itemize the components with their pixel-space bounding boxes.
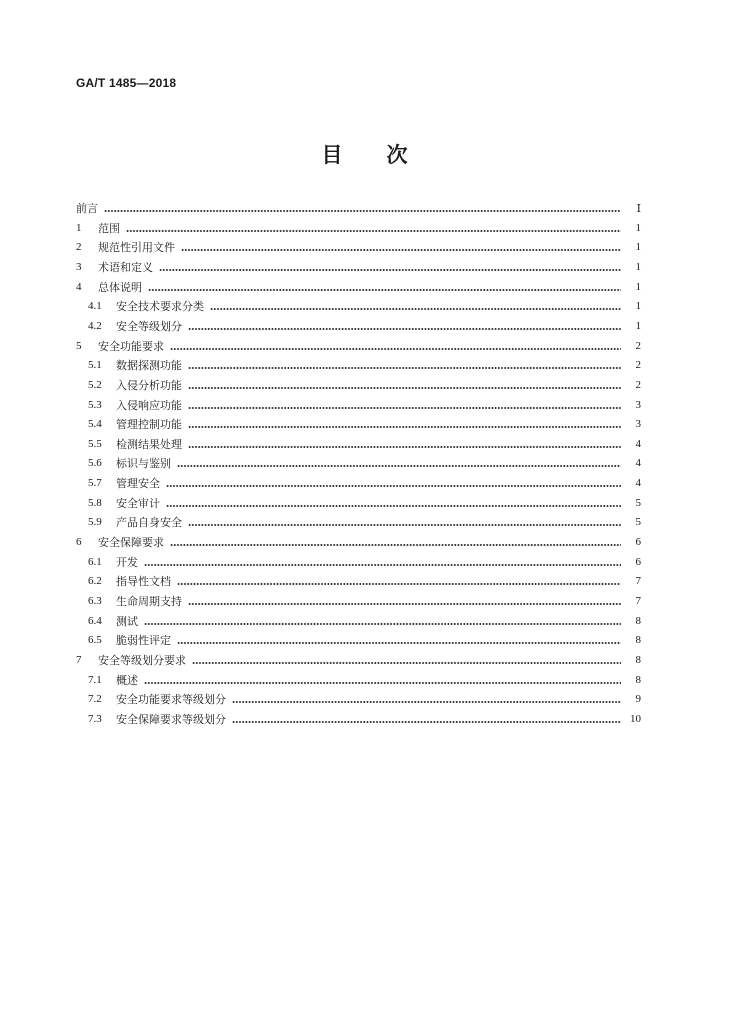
- toc-entry[interactable]: [76, 199, 641, 217]
- dot-leader: [104, 210, 621, 212]
- dot-leader: [210, 308, 621, 310]
- toc-entry-page-number: 7: [635, 575, 641, 588]
- toc-entry-page-number: 8: [635, 673, 641, 686]
- toc-entry-number: 5.8: [88, 496, 102, 509]
- dot-leader: [144, 682, 621, 684]
- toc-entry-number: 6.1: [88, 555, 102, 568]
- toc-entry[interactable]: [88, 631, 641, 649]
- page-title: [0, 139, 729, 169]
- dot-leader: [159, 269, 621, 271]
- toc-entry-number: 3: [76, 260, 82, 273]
- dot-leader: [232, 721, 621, 723]
- toc-entry-number: 5.5: [88, 437, 102, 450]
- toc-entry[interactable]: [88, 612, 641, 630]
- dot-leader: [144, 564, 621, 566]
- toc-entry-label: 安全技术要求分类: [116, 300, 204, 314]
- toc-entry-label: 生命周期支持: [116, 595, 182, 608]
- toc-entry-number: 6: [76, 536, 82, 549]
- toc-entry-label: 管理安全: [116, 477, 160, 491]
- toc-entry-number: 4.2: [88, 319, 102, 332]
- toc-entry-label: 安全审计: [116, 496, 160, 510]
- toc-entry-page-number: 9: [635, 693, 641, 706]
- toc-entry-number: 2: [76, 241, 82, 254]
- toc-entry[interactable]: [88, 396, 641, 414]
- toc-entry-label: 术语和定义: [98, 260, 153, 274]
- toc-entry-number: 6.2: [88, 575, 102, 588]
- toc-entry-label: 产品自身安全: [116, 516, 182, 530]
- toc-entry-page-number: 2: [635, 378, 641, 391]
- dot-leader: [181, 249, 621, 251]
- toc-entry-label: 前言: [76, 202, 98, 215]
- toc-entry[interactable]: [76, 219, 641, 237]
- toc-entry[interactable]: [88, 356, 641, 374]
- dot-leader: [188, 387, 621, 389]
- dot-leader: [177, 465, 621, 467]
- toc-entry[interactable]: [88, 317, 641, 335]
- toc-entry-number: 5.9: [88, 516, 102, 529]
- dot-leader: [232, 701, 621, 703]
- toc-entry[interactable]: [88, 710, 641, 728]
- toc-entry-number: 6.3: [88, 595, 102, 607]
- toc-entry[interactable]: [88, 435, 641, 453]
- toc-entry[interactable]: [88, 572, 641, 590]
- dot-leader: [166, 505, 621, 507]
- toc-entry-page-number: 6: [635, 536, 641, 549]
- dot-leader: [170, 348, 621, 350]
- toc-entry-number: 7.2: [88, 693, 102, 706]
- toc-entry-number: 5.3: [88, 398, 102, 411]
- toc-entry-label: 安全等级划分要求: [98, 653, 186, 667]
- toc-entry-number: 6.4: [88, 614, 102, 627]
- dot-leader: [188, 603, 621, 605]
- toc-entry-label: 入侵分析功能: [116, 378, 182, 392]
- toc-entry[interactable]: [76, 238, 641, 256]
- toc-entry-page-number: 1: [635, 241, 641, 254]
- toc-entry-page-number: 7: [635, 595, 641, 607]
- toc-entry-page-number: 1: [635, 260, 641, 273]
- toc-entry-page-number: 2: [635, 359, 641, 372]
- toc-entry-number: 5.7: [88, 477, 102, 490]
- toc-entry-number: 5.1: [88, 359, 102, 372]
- toc-entry-number: 7: [76, 653, 82, 666]
- document-code: GA/T 1485—2018: [76, 76, 177, 90]
- toc-entry-label: 安全保障要求: [98, 536, 164, 550]
- toc-entry-page-number: 4: [635, 457, 641, 470]
- toc-entry-label: 检测结果处理: [116, 437, 182, 451]
- toc-entry[interactable]: [88, 376, 641, 394]
- title-char-1: 目: [321, 143, 343, 167]
- toc-entry[interactable]: [76, 533, 641, 551]
- dot-leader: [148, 289, 621, 291]
- toc-entry[interactable]: [88, 494, 641, 512]
- toc-entry-page-number: 10: [630, 712, 641, 725]
- toc-entry-label: 规范性引用文件: [98, 241, 175, 255]
- toc-entry[interactable]: [76, 651, 641, 669]
- toc-entry-number: 1: [76, 221, 82, 234]
- toc-entry[interactable]: [88, 297, 641, 315]
- toc-entry[interactable]: [88, 553, 641, 571]
- toc-entry-page-number: 8: [635, 653, 641, 666]
- toc-entry-page-number: 4: [635, 437, 641, 450]
- toc-entry-page-number: 3: [635, 398, 641, 411]
- dot-leader: [188, 367, 621, 369]
- toc-entry[interactable]: [76, 337, 641, 355]
- toc-entry-page-number: 6: [635, 555, 641, 568]
- dot-leader: [188, 407, 621, 409]
- toc-entry-page-number: 1: [635, 319, 641, 332]
- toc-entry-label: 总体说明: [98, 280, 142, 294]
- toc-entry-label: 脆弱性评定: [116, 634, 171, 648]
- toc-entry-label: 管理控制功能: [116, 418, 182, 432]
- toc-entry-page-number: 1: [635, 280, 641, 293]
- toc-entry[interactable]: [88, 454, 641, 472]
- toc-entry[interactable]: [88, 474, 641, 492]
- toc-entry-page-number: 8: [635, 634, 641, 647]
- toc-entry-page-number: 1: [635, 221, 641, 234]
- toc-entry-label: 数据探测功能: [116, 359, 182, 373]
- dot-leader: [170, 544, 621, 546]
- toc-entry-number: 4: [76, 280, 82, 293]
- toc-entry-label: 范围: [98, 221, 120, 235]
- toc-entry-page-number: 4: [635, 477, 641, 490]
- toc-entry-label: 概述: [116, 673, 138, 687]
- toc-entry[interactable]: [88, 671, 641, 689]
- toc-entry-page-number: 3: [635, 418, 641, 431]
- toc-entry[interactable]: [88, 415, 641, 433]
- toc-entry-page-number: 5: [635, 496, 641, 509]
- toc-entry[interactable]: [88, 592, 641, 610]
- toc-entry[interactable]: [76, 258, 641, 276]
- toc-entry-number: 5.4: [88, 418, 102, 431]
- toc-entry-page-number: 2: [635, 339, 641, 352]
- toc-entry-label: 安全功能要求等级划分: [116, 693, 226, 707]
- dot-leader: [188, 328, 621, 330]
- dot-leader: [126, 230, 621, 232]
- toc-entry-label: 入侵响应功能: [116, 398, 182, 412]
- toc-entry-label: 测试: [116, 614, 138, 628]
- toc-entry-label: 指导性文档: [116, 575, 171, 589]
- toc-entry-number: 7.1: [88, 673, 102, 686]
- toc-entry-label: 开发: [116, 555, 138, 569]
- toc-entry-page-number: 5: [635, 516, 641, 529]
- toc-entry-page-number: 1: [635, 300, 641, 313]
- toc-entry-label: 安全功能要求: [98, 339, 164, 353]
- toc-entry-label: 安全等级划分: [116, 319, 182, 333]
- toc-entry-number: 5: [76, 339, 82, 352]
- dot-leader: [188, 446, 621, 448]
- toc-entry-page-number: 8: [635, 614, 641, 627]
- dot-leader: [188, 426, 621, 428]
- dot-leader: [192, 662, 621, 664]
- toc-entry[interactable]: [76, 278, 641, 296]
- toc-entry-number: 6.5: [88, 634, 102, 647]
- toc-entry-number: 5.6: [88, 457, 102, 470]
- dot-leader: [177, 583, 621, 585]
- dot-leader: [144, 623, 621, 625]
- title-char-2: 次: [386, 143, 408, 167]
- dot-leader: [188, 524, 621, 526]
- toc-entry[interactable]: [88, 513, 641, 531]
- toc-entry-label: 标识与鉴别: [116, 457, 171, 471]
- toc-entry-number: 7.3: [88, 712, 102, 725]
- toc-entry-label: 安全保障要求等级划分: [116, 712, 226, 726]
- toc-entry-number: 5.2: [88, 378, 102, 391]
- toc-entry[interactable]: [88, 690, 641, 708]
- dot-leader: [177, 642, 621, 644]
- dot-leader: [166, 485, 621, 487]
- toc-entry-number: 4.1: [88, 300, 102, 313]
- toc-entry-page-number: Ⅰ: [636, 202, 641, 215]
